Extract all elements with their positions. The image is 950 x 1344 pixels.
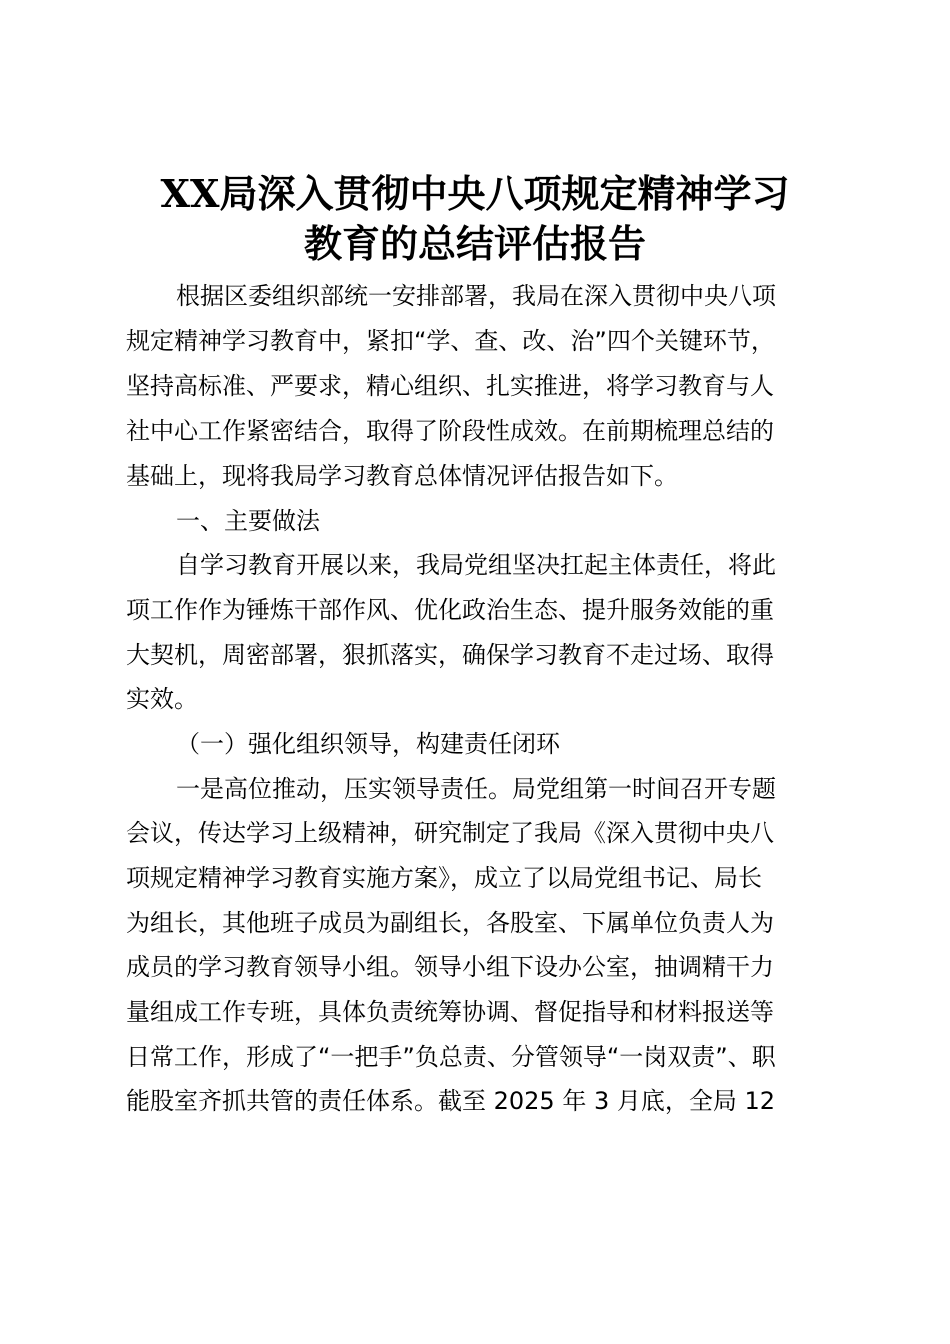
paragraph-line: 坚持高标准、严要求，精心组织、扎实推进，将学习教育与人: [126, 372, 774, 400]
paragraph-line: 日常工作，形成了“一把手”负总责、分管领导“一岗双责”、职: [126, 1043, 776, 1071]
paragraph-line: 项工作作为锤炼干部作风、优化政治生态、提升服务效能的重: [126, 596, 774, 624]
subsection-heading: （一）强化组织领导，构建责任闭环: [176, 730, 560, 758]
paragraph-line: 为组长，其他班子成员为副组长，各股室、下属单位负责人为: [126, 909, 774, 937]
paragraph-line: 能股室齐抓共管的责任体系。截至 2025 年 3 月底，全局 12: [126, 1087, 776, 1115]
paragraph-line: 量组成工作专班，具体负责统筹协调、督促指导和材料报送等: [126, 998, 774, 1026]
section-heading: 一、主要做法: [176, 507, 320, 535]
paragraph-line: 基础上，现将我局学习教育总体情况评估报告如下。: [126, 462, 678, 490]
paragraph-line: 实效。: [126, 685, 198, 713]
paragraph-line: 大契机，周密部署，狠抓落实，确保学习教育不走过场、取得: [126, 641, 774, 669]
paragraph-line: 会议，传达学习上级精神，研究制定了我局《深入贯彻中央八: [126, 819, 774, 847]
paragraph-line: 一是高位推动，压实领导责任。局党组第一时间召开专题: [176, 775, 776, 803]
paragraph-line: 社中心工作紧密结合，取得了阶段性成效。在前期梳理总结的: [126, 417, 774, 445]
paragraph-line: 项规定精神学习教育实施方案》，成立了以局党组书记、局长: [126, 864, 762, 892]
paragraph-line: 根据区委组织部统一安排部署，我局在深入贯彻中央八项: [176, 282, 776, 310]
paragraph-line: 成员的学习教育领导小组。领导小组下设办公室，抽调精干力: [126, 953, 774, 981]
paragraph-line: 规定精神学习教育中，紧扣“学、查、改、治”四个关键环节，: [126, 327, 775, 355]
document-title-line-1: XX局深入贯彻中央八项规定精神学习: [160, 171, 790, 216]
document-title-line-2: 教育的总结评估报告: [303, 221, 646, 266]
paragraph-line: 自学习教育开展以来，我局党组坚决扛起主体责任，将此: [176, 551, 776, 579]
